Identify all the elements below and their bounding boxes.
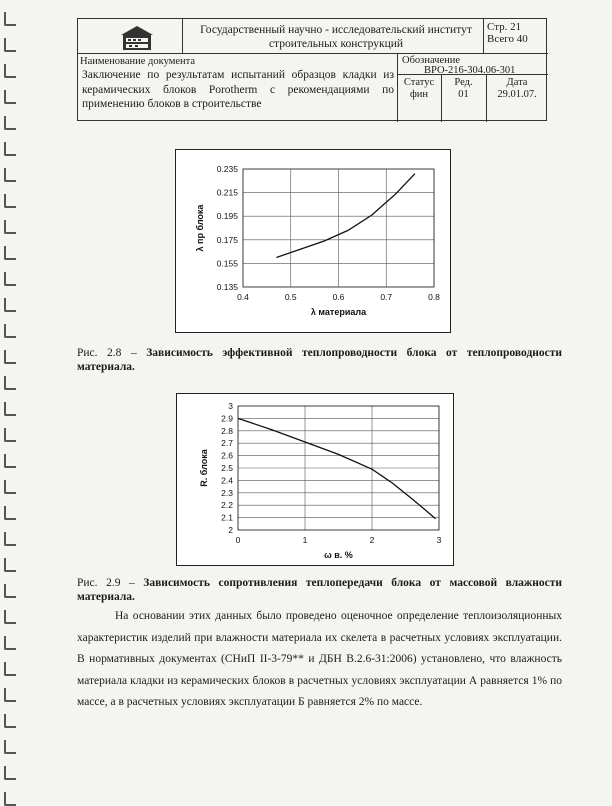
caption-2-text: Зависимость сопротивления теплопередачи блока от массовой влажности материала. (77, 577, 563, 603)
chart-frame-1 (175, 149, 451, 333)
x-tick-label: 3 (436, 535, 442, 545)
y-axis-label: R. блока (199, 449, 209, 487)
figure-caption-2 (77, 576, 562, 604)
x-tick-label: 0.4 (237, 292, 249, 302)
y-tick-label: 0.195 (216, 211, 238, 222)
revision-label: Ред. (454, 77, 473, 88)
binding-hole (4, 38, 16, 52)
y-tick-label: 0.155 (216, 258, 238, 269)
binding-hole (4, 298, 16, 312)
designation-value: ВРО-216-304.06-301 (424, 65, 516, 76)
binding-hole (4, 740, 16, 754)
date-label: Дата (506, 77, 528, 88)
x-tick-label: 0.5 (284, 292, 297, 302)
y-tick-label: 2 (228, 525, 233, 535)
binding-hole (4, 168, 16, 182)
binding-hole (4, 116, 16, 130)
document-header (77, 18, 547, 121)
binding-hole (4, 428, 16, 442)
chart-resistance (177, 394, 453, 565)
y-axis-label: λ пр блока (195, 204, 205, 252)
binding-hole (4, 766, 16, 780)
doc-name-label: Наименование документа (80, 56, 195, 67)
binding-hole (4, 662, 16, 676)
x-tick-label: 2 (369, 535, 375, 545)
binding-hole (4, 714, 16, 728)
x-tick-label: 0.8 (428, 292, 440, 302)
x-tick-label: 0 (235, 535, 241, 545)
doc-name: Заключение по результатам испытаний образцов кладки из керамических блоков Porotherm с рекомендациями по применению блоков в строительстве (82, 69, 394, 110)
y-tick-label: 0.215 (216, 187, 238, 198)
designation-label: Обозначение (402, 55, 461, 66)
y-tick-label: 2.7 (221, 438, 233, 449)
institute-name (186, 23, 486, 51)
y-tick-label: 2.2 (221, 500, 233, 511)
binding-hole (4, 688, 16, 702)
body-text (77, 606, 562, 714)
status-value: фин (409, 89, 429, 100)
y-tick-label: 0.135 (216, 282, 238, 292)
figure-caption-1 (77, 346, 562, 374)
binding-hole (4, 532, 16, 546)
institute-logo (120, 25, 154, 51)
institute-name-line2: строительных конструкций (268, 38, 404, 50)
y-tick-label: 2.9 (221, 413, 233, 424)
x-tick-label: 1 (302, 535, 308, 545)
binding-hole (4, 506, 16, 520)
chart-lambda (176, 150, 450, 332)
binding-hole (4, 376, 16, 390)
binding-hole (4, 220, 16, 234)
binding-hole (4, 12, 16, 26)
page-number: Стр. 21 (487, 21, 522, 33)
binding-hole (4, 194, 16, 208)
body-paragraph: На основании этих данных было проведено оценочное определение теплоизоляционных характеристик изделий при влажности материала их скелета в расчетных условиях эксплуатации. В нормативных документах (СНиП II-3-79** и ДБН В.2.6-31:2006) установлено, что влажность материала кладки из керамических блоков в расчетных условиях эксплуатации А равняется 1% по массе, а в расчетных условиях эксплуатации Б равняется 2% по массе. (77, 610, 562, 708)
binding-hole (4, 64, 16, 78)
y-tick-label: 0.175 (216, 234, 238, 245)
binding-marks (4, 0, 16, 805)
y-tick-label: 2.8 (221, 425, 233, 436)
date-value: 29.01.07. (497, 89, 537, 100)
caption-1-prefix: Рис. 2.8 – (77, 347, 137, 359)
page-counter (487, 21, 528, 45)
institute-name-line1: Государственный научно - исследовательский институт (200, 24, 472, 36)
binding-hole (4, 584, 16, 598)
binding-hole (4, 792, 16, 806)
series-line (238, 418, 436, 518)
y-tick-label: 2.6 (221, 450, 233, 461)
status-label: Статус (403, 77, 435, 88)
binding-hole (4, 610, 16, 624)
binding-hole (4, 636, 16, 650)
binding-hole (4, 454, 16, 468)
caption-2-prefix: Рис. 2.9 – (77, 577, 135, 589)
binding-hole (4, 246, 16, 260)
series-line (276, 174, 415, 258)
revision-cell (442, 77, 485, 101)
binding-hole (4, 480, 16, 494)
date-cell (487, 77, 547, 101)
caption-1-text: Зависимость эффективной теплопроводности блока от теплопроводности материала. (77, 347, 563, 373)
revision-value: 01 (458, 89, 469, 100)
binding-hole (4, 272, 16, 286)
y-tick-label: 2.3 (221, 487, 233, 498)
y-tick-label: 2.4 (221, 475, 233, 486)
x-axis-label: λ материала (310, 307, 367, 317)
y-tick-label: 0.235 (216, 164, 238, 174)
chart-frame-2 (176, 393, 454, 566)
binding-hole (4, 142, 16, 156)
x-tick-label: 0.7 (380, 292, 393, 302)
binding-hole (4, 558, 16, 572)
y-tick-label: 2.5 (221, 463, 233, 473)
y-tick-label: 3 (228, 401, 233, 411)
y-tick-label: 2.1 (221, 512, 233, 523)
binding-hole (4, 90, 16, 104)
binding-hole (4, 350, 16, 364)
x-tick-label: 0.6 (332, 292, 345, 302)
page-total: Всего 40 (487, 33, 528, 45)
binding-hole (4, 402, 16, 416)
binding-hole (4, 324, 16, 338)
status-cell (398, 77, 440, 101)
x-axis-label: ω в. % (324, 550, 353, 560)
